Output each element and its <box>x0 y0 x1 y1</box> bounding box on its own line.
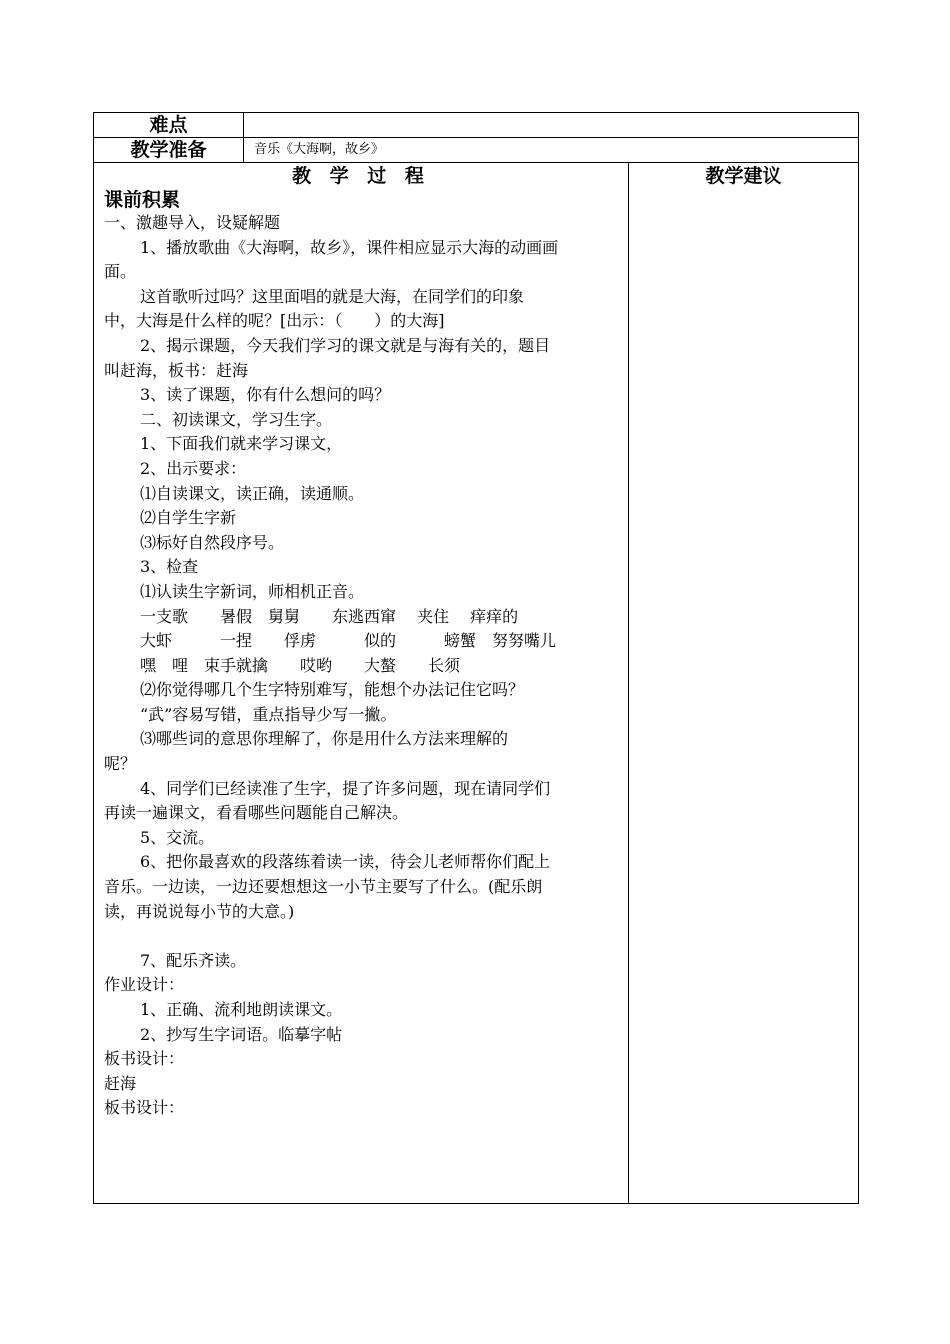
process-line: ⑴自读课文，读正确，读通顺。 <box>140 483 365 503</box>
process-line: 4、同学们已经读准了生字，提了许多问题，现在请同学们 <box>140 778 551 798</box>
difficulty-value <box>244 113 859 138</box>
process-line: 一支歌 暑假 舅舅 东逃西窜 夹住 痒痒的 <box>140 606 519 626</box>
difficulty-label: 难点 <box>94 113 244 138</box>
process-line: 2、揭示课题，今天我们学习的课文就是与海有关的，题目 <box>140 335 551 355</box>
process-line: 2、抄写生字词语。临摹字帖 <box>140 1024 343 1044</box>
process-line: 1、下面我们就来学习课文， <box>140 434 343 454</box>
process-line: 读，再说说每小节的大意。) <box>104 901 295 921</box>
process-line: 1、播放歌曲《大海啊，故乡》，课件相应显示大海的动画画 <box>140 237 559 257</box>
process-line: 一、激趣导入，设疑解题 <box>104 213 281 232</box>
process-line: 板书设计： <box>104 1049 185 1069</box>
process-line: 大虾 一捏 俘虏 似的 螃蟹 努努嘴儿 <box>140 631 557 651</box>
prep-value: 音乐《大海啊，故乡》 <box>244 138 859 163</box>
process-line: 3、检查 <box>140 557 199 577</box>
process-line: 再读一遍课文，看看哪些问题能自己解决。 <box>104 803 409 823</box>
process-line: 这首歌听过吗？这里面唱的就是大海，在同学们的印象 <box>140 286 525 306</box>
process-line: 音乐。一边读，一边还要想想这一小节主要写了什么。(配乐朗 <box>104 877 543 897</box>
process-line: ⑵你觉得哪几个生字特别难写，能想个办法记住它吗？ <box>140 680 525 700</box>
process-line: 中，大海是什么样的呢？[出示：（ ）的大海] <box>104 311 445 331</box>
lesson-plan-table <box>93 112 859 1204</box>
process-line: ⑶哪些词的意思你理解了，你是用什么方法来理解的 <box>140 729 509 749</box>
process-line: 5、交流。 <box>140 827 215 847</box>
prep-label: 教学准备 <box>94 138 244 163</box>
process-line: 叫赶海，板书：赶海 <box>104 360 249 380</box>
process-title: 教 学 过 程 <box>292 165 430 187</box>
prep-row <box>94 138 859 163</box>
suggest-title: 教学建议 <box>705 165 782 187</box>
process-line: 1、正确、流利地朗读课文。 <box>140 1000 343 1019</box>
suggest-cell <box>629 163 859 1204</box>
process-line: ⑴认读生字新词，师相机正音。 <box>140 581 365 601</box>
process-cell <box>94 163 629 1204</box>
process-line: 2、出示要求： <box>140 458 247 478</box>
process-line: 作业设计： <box>104 975 185 995</box>
process-line: 嘿 哩 束手就擒 哎哟 大螯 长须 <box>140 655 461 675</box>
process-line: ⑵自学生字新 <box>140 508 237 528</box>
process-line: ⑶标好自然段序号。 <box>140 532 285 552</box>
process-line: 7、配乐齐读。 <box>140 950 247 970</box>
process-line: 3、读了课题，你有什么想问的吗？ <box>140 385 391 405</box>
process-line <box>102 924 620 949</box>
process-line: 6、把你最喜欢的段落练着读一读，待会儿老师帮你们配上 <box>140 852 551 872</box>
process-line: 呢？ <box>104 754 137 774</box>
process-row <box>94 163 859 1204</box>
section-title: 课前积累 <box>104 189 181 211</box>
process-line: “武”容易写错，重点指导少写一撇。 <box>140 704 397 724</box>
process-line: 二、初读课文，学习生字。 <box>140 409 333 429</box>
process-line: 面。 <box>104 262 137 282</box>
process-line: 板书设计： <box>104 1098 185 1118</box>
process-lines <box>102 211 620 1121</box>
process-line: 赶海 <box>104 1073 137 1093</box>
difficulty-row <box>94 113 859 138</box>
